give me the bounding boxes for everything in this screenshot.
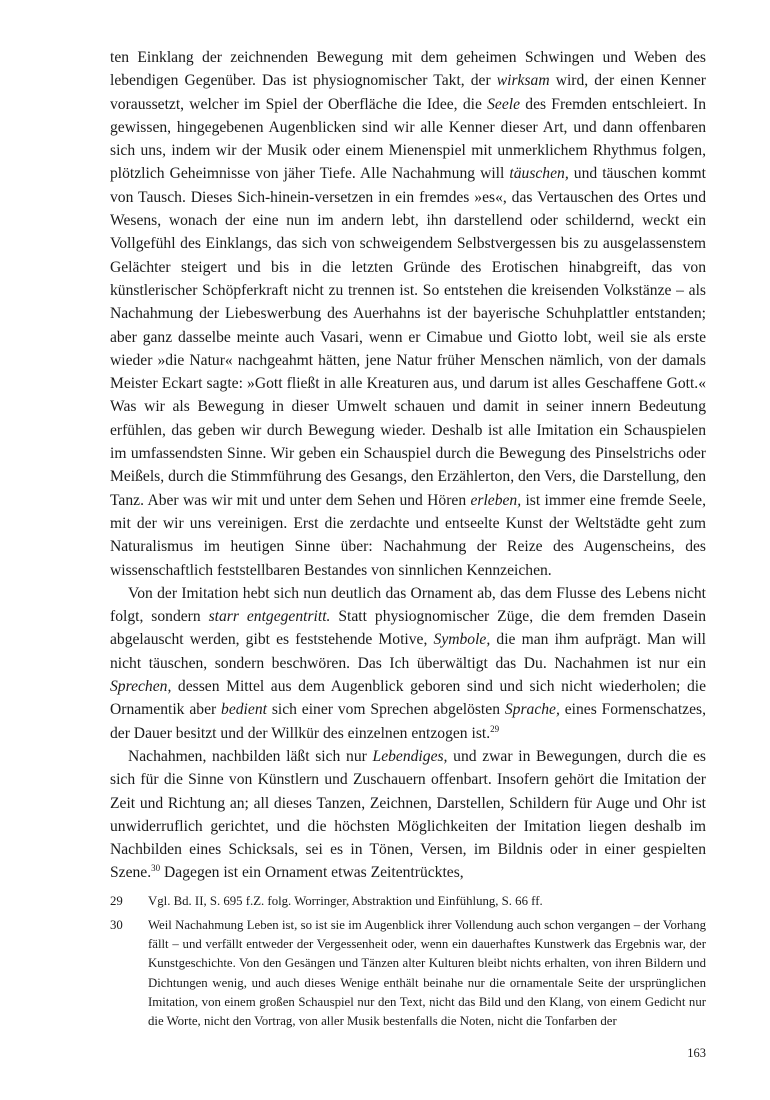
- footnote-text: Weil Nachahmung Leben ist, so ist sie im Augenblick ihrer Vollendung auch schon vergangen – der Vorhang fällt – und verfällt entweder der Vergessenheit oder, wenn ein dauerhaftes Kunstwerk das Ergebnis war, der Kunstgeschichte. Von den Gesängen und Tänzen alter Kulturen bleibt nichts erhalten, von ihren Bildern und Dichtungen wenig, und auch dieses Wenige enthält beinahe nur die ornamentale Seite der ursprünglichen Imitation, von einem großen Schauspiel nur den Text, nicht das Bild und den Klang, von einem Gedicht nur die Worte, nicht den Vortrag, von aller Musik bestenfalls die Noten, nicht die Tonfarben der: [148, 917, 706, 1028]
- text-run: des Fremden entschleiert. In gewissen, hingegebenen Augenblicken sind wir alle Kenner dieser Art, und dann offenbaren sich uns, indem wir der Musik oder einem Mienenspiel mit unmerklichem Rhythmus folgen, plötzlich Geheimnisse von jäher Tiefe. Alle Nachahmung will: [110, 95, 706, 183]
- text-run: ist immer eine fremde Seele, mit der wir uns vereinigen. Erst die zerdachte und entseelte Kunst der Weltstädte geht zum Naturalismus im heutigen Sinne über: Nachahmung der Reize des Augenscheins, des wissenschaftlich feststellbaren Bestandes von sinnlichen Kennzeichen.: [110, 491, 706, 579]
- text-run: wird, der einen Kenner voraussetzt, welcher im Spiel der Oberfläche die Idee, die: [110, 72, 706, 113]
- emphasis: täuschen,: [509, 165, 569, 183]
- text-run: eines Formenschatzes, der Dauer besitzt und der Willkür des einzelnen entzogen ist.: [110, 701, 706, 742]
- emphasis: erleben,: [470, 491, 522, 509]
- emphasis: starr entgegentritt.: [208, 608, 331, 626]
- footnote-number: 30: [110, 917, 123, 932]
- page-number: 163: [687, 1046, 706, 1060]
- text-run: Statt physiognomischer Züge, die dem fremden Dasein abgelauscht werden, gibt es feststehende Motive,: [110, 608, 706, 649]
- text-run: Nachahmen, nachbilden läßt sich nur: [128, 747, 373, 765]
- emphasis: Symbole,: [433, 631, 491, 649]
- footnote-text: Vgl. Bd. II, S. 695 f.Z. folg. Worringer, Abstraktion und Einfühlung, S. 66 ff.: [148, 893, 543, 908]
- text-run: und zwar in Bewegungen, durch die es sich für die Sinne von Künstlern und Zuschauern offenbart. Insofern gehört die Imitation der Zeit und Richtung an; all dieses Tanzen, Zeichnen, Darstellen, Schildern für Auge und Ohr ist unwiderruflich gerichtet, und die höchsten Möglichkeiten der Imitation liegen deshalb im Nachbilden eines Schicksals, sei es in Tönen, Versen, im Bildnis oder in einer gespielten Szene.: [110, 747, 706, 882]
- emphasis: wirksam: [496, 72, 550, 90]
- footnote: [110, 892, 706, 911]
- footnote-ref: 29: [490, 723, 500, 734]
- text-run: und täuschen kommt von Tausch. Dieses Sich-hinein-versetzen in ein fremdes »es«, das Vertauschen des Ortes und Wesens, wonach der eine nun im andern lebt, ihn darstellend oder schildernd, weckt ein Vollgefühl des Einklangs, das sich von schweigendem Selbstvergessen bis zu ausgelassenstem Gelächter steigert und bis in die letzten Gründe des Erotischen hinabgreift, das von künstlerischer Schöpferkraft nicht zu trennen ist. So entstehen die kreisenden Volkstänze – als Nachahmung der Liebeswerbung des Auerhahns ist der bayerische Schuhplattler entstanden; aber ganz dasselbe meinte auch Vasari, wenn er Cimabue und Giotto lobt, weil sie als erste wieder »die Natur« nachgeahmt hätten, jene Natur früher Menschen nämlich, von der damals Meister Eckart sagte: »Gott fließt in alle Kreaturen aus, und darum ist alles Geschaffene Gott.« Was wir als Bewegung in dieser Umwelt schauen und damit in seiner innern Bedeutung erfühlen, das geben wir durch Bewegung wieder. Deshalb ist alle Imitation ein Schauspielen im umfassendsten Sinne. Wir geben ein Schauspiel durch die Bewegung des Pinselstrichs oder Meißels, durch die Stimmführung des Gesangs, den Erzählerton, den Vers, die Darstellung, den Tanz. Aber was wir mit und unter dem Sehen und Hören: [110, 165, 707, 509]
- text-run: Von der Imitation hebt sich nun deutlich das Ornament ab, das dem Flusse des Lebens nicht folgt, sondern: [110, 584, 706, 626]
- paragraph: [110, 46, 706, 582]
- emphasis: Sprache,: [504, 701, 560, 719]
- emphasis: Seele: [487, 95, 521, 113]
- footnote: [110, 916, 706, 1031]
- page-content: [110, 46, 706, 1036]
- emphasis: Lebendiges,: [372, 747, 448, 765]
- paragraph: [110, 582, 706, 745]
- text-run: Dagegen ist ein Ornament etwas Zeitentrücktes,: [160, 864, 464, 882]
- footnotes: [110, 892, 706, 1031]
- footnote-number: 29: [110, 893, 123, 908]
- paragraph: [110, 745, 706, 885]
- text-run: dessen Mittel aus dem Augenblick geboren sind und sich nicht wiederholen; die Ornamentik aber: [110, 678, 706, 719]
- body-text: [110, 46, 706, 885]
- emphasis: Sprechen,: [110, 678, 172, 696]
- text-run: ten Einklang der zeichnenden Bewegung mit dem geheimen Schwingen und Weben des lebendigen Gegenüber. Das ist physiognomischer Takt, der: [110, 49, 706, 90]
- text-run: sich einer vom Sprechen abgelösten: [266, 701, 505, 719]
- emphasis: bedient: [221, 701, 267, 719]
- text-run: die man ihm aufprägt. Man will nicht täuschen, sondern beschwören. Das Ich überwältigt das Du. Nachahmen ist nur ein: [110, 631, 706, 672]
- footnote-ref: 30: [151, 863, 161, 874]
